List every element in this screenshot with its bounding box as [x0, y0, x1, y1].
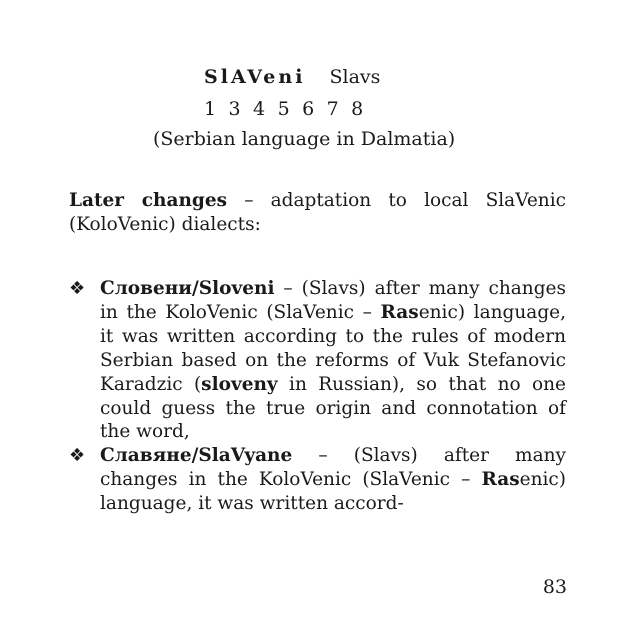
item-text: – (Slavs) after many changes in the KoloVenic (SlaVenic – — [100, 445, 566, 491]
header-word: SlAVeni — [204, 66, 306, 88]
diamond-bullet-icon: ❖ — [69, 278, 86, 299]
item-head: Словени/Sloveni — [100, 278, 275, 299]
intro-rest: – adaptation to local SlaVenic (KoloVenic) dialects: — [69, 190, 566, 235]
page-number: 83 — [542, 576, 567, 598]
diamond-bullet-icon: ❖ — [69, 445, 86, 467]
list-item — [69, 444, 566, 516]
header-digits: 1 3 4 5 6 7 8 — [204, 98, 367, 120]
header-gloss: Slavs — [329, 66, 381, 88]
header-subtitle: (Serbian language in Dalmatia) — [153, 128, 456, 150]
bullet-list — [69, 277, 566, 516]
item-head: Славяне/SlaVyane — [100, 445, 293, 467]
item-bold: Ras — [481, 469, 520, 491]
item-text: enic) language, it was written according to the rules of modern Serbian based on the reforms of Vuk Stefanovic Karadzic ( — [100, 301, 566, 395]
intro-paragraph — [69, 189, 566, 237]
intro-bold: Later changes — [69, 190, 228, 211]
item-bold: Ras — [380, 301, 419, 323]
item-text: enic) language, it was written accord- — [100, 469, 566, 515]
list-item — [69, 277, 566, 444]
item-text: in Russian), so that no one could guess the true origin and connotation of the word, — [100, 373, 566, 443]
item-bold: sloveny — [201, 373, 278, 395]
item-text: – (Slavs) after many changes in the KoloVenic (SlaVenic – — [100, 278, 566, 323]
header-line — [204, 66, 380, 88]
